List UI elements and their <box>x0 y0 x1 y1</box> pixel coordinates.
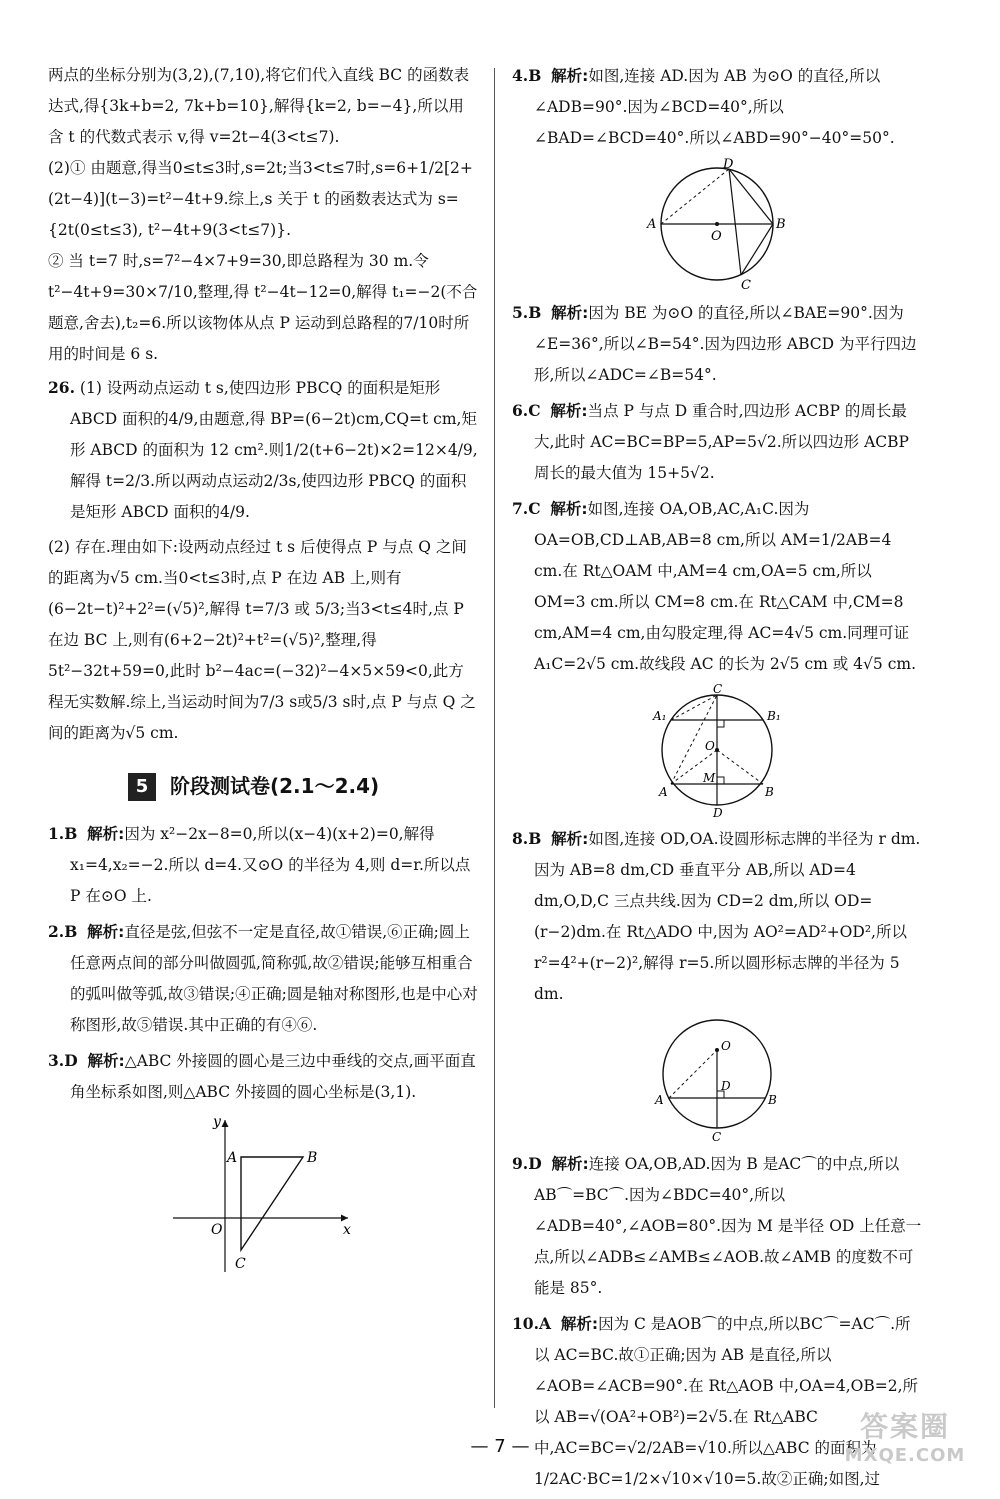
center-point <box>715 222 719 226</box>
question-4 <box>512 60 922 154</box>
x-axis-label: x <box>343 1222 351 1238</box>
question-10-label: 解析: <box>560 1315 599 1333</box>
right-angle-mark <box>717 720 724 727</box>
watermark-line1: 答案圈 <box>859 1410 950 1443</box>
section-heading <box>128 771 478 802</box>
question-2 <box>48 916 478 1041</box>
question-5-text: 因为 BE 为⊙O 的直径,所以∠BAE=90°.因为∠E=36°,所以∠B=54°.因为四边形 ABCD 为平行四边形,所以∠ADC=∠B=54°. <box>534 304 917 384</box>
paragraph-coordinates: 两点的坐标分别为(3,2),(7,10),将它们代入直线 BC 的函数表达式,得{3k+b=2, 7k+b=10},解得{k=2, b=−4},所以用含 t 的代数式表示 v,得 v=2t−4(3<t≤7). <box>48 66 470 146</box>
question-8-text: 如图,连接 OD,OA.设圆形标志牌的半径为 r dm.因为 AB=8 dm,CD 垂直平分 AB,所以 AD=4 dm,O,D,C 三点共线.因为 CD=2 dm,所以 OD=(r−2)dm.在 Rt△ADO 中,因为 AO²=AD²+OD²,所以 r²=4²+(r−2)²,解得 r=5.所以圆形标志牌的半径为 5 dm. <box>534 830 921 1003</box>
point-o-label: O <box>711 229 722 244</box>
question-2-answer: B <box>64 922 78 941</box>
segment-dc <box>729 169 741 275</box>
point-d-label: D <box>713 806 723 819</box>
question-8-number: 8. <box>512 829 529 848</box>
question-1-label: 解析: <box>87 825 125 843</box>
question-7-answer: C <box>528 499 541 518</box>
segment-ad <box>661 169 729 224</box>
question-9-number: 9. <box>512 1154 529 1173</box>
question-26-number: 26. <box>48 378 75 397</box>
y-axis-label: y <box>213 1114 221 1130</box>
question-2-text: 直径是弦,但弦不一定是直径,故①错误,⑥正确;圆上任意两点间的部分叫做圆弧,简称弧,故②错误;能够互相重合的弧叫做等弧,故③错误;④正确;圆是轴对称图形,也是中心对称图形,故⑤错误.其中正确的有④⑥. <box>70 923 478 1034</box>
point-a1-label: A₁ <box>653 709 667 723</box>
center-point <box>715 1048 719 1052</box>
paragraph-part2-2: ② 当 t=7 时,s=7²−4×7+9=30,即总路程为 30 m.令 t²−4t+9=30×7/10,整理,得 t²−4t−12=0,解得 t₁=−2(不合题意,舍去),t₂=6.所以该物体从点 P 运动到总路程的7/10时所用的时间是 6 s. <box>48 252 478 363</box>
point-a-label: A <box>659 785 668 799</box>
question-2-label: 解析: <box>87 923 125 941</box>
question-9-answer: D <box>528 1154 542 1173</box>
triangle-abc <box>241 1157 303 1250</box>
left-column <box>48 60 478 1286</box>
section-title: 阶段测试卷(2.1～2.4) <box>170 774 380 798</box>
segment-cb <box>741 224 773 275</box>
question-9-label: 解析: <box>551 1155 589 1173</box>
point-b1-label: B₁ <box>767 709 781 723</box>
watermark-logo <box>820 1405 990 1475</box>
question-6-label: 解析: <box>550 402 588 420</box>
question-3 <box>48 1045 478 1108</box>
question-1-answer: B <box>64 824 78 843</box>
question-3-number: 3. <box>48 1051 65 1070</box>
point-c-label: C <box>741 278 751 293</box>
question-9 <box>512 1148 922 1304</box>
question-5 <box>512 297 922 391</box>
question-5-answer: B <box>528 303 542 322</box>
segment-oa <box>669 1050 717 1098</box>
origin-label: O <box>211 1222 223 1238</box>
point-d-label: D <box>723 158 734 172</box>
point-c-label: C <box>235 1256 246 1272</box>
point-a-label: A <box>227 1150 238 1166</box>
question-26-part1 <box>48 372 478 528</box>
question-4-label: 解析: <box>551 67 589 85</box>
question-4-number: 4. <box>512 66 529 85</box>
point-c-label: C <box>713 684 723 696</box>
point-c-label: C <box>712 1130 722 1144</box>
question-8 <box>512 823 922 1010</box>
point-o-label: O <box>721 1039 731 1053</box>
figure-7-circle <box>637 684 797 819</box>
question-8-answer: B <box>528 829 542 848</box>
question-5-number: 5. <box>512 303 529 322</box>
question-7 <box>512 493 922 680</box>
point-b-label: B <box>776 217 786 232</box>
point-b-label: B <box>307 1150 318 1166</box>
question-10-text: 因为 C 是AOB⌒的中点,所以BC⌒=AC⌒.所以 AC=BC.故①正确;因为 AB 是直径,所以∠AOB=∠ACB=90°.在 Rt△AOB 中,OA=4,OB=2,所以 AB=√(OA²+OB²)=2√5.在 Rt△ABC 中,AC=BC=√2/2AB=√10.所以△ABC 的面积为1/2AC·BC=1/2×√10×√10=5.故②正确;如图,过 <box>534 1315 919 1488</box>
right-column <box>512 60 922 1499</box>
question-3-label: 解析: <box>87 1052 125 1070</box>
question-3-answer: D <box>64 1051 78 1070</box>
figure-4-circle <box>637 158 797 293</box>
question-1-text: 因为 x²−2x−8=0,所以(x−4)(x+2)=0,解得 x₁=4,x₂=−2.所以 d=4.又⊙O 的半径为 4,则 d=r.所以点 P 在⊙O 上. <box>70 825 471 905</box>
point-d-label: D <box>721 1079 731 1093</box>
question-7-number: 7. <box>512 499 529 518</box>
question-8-label: 解析: <box>551 830 589 848</box>
question-7-label: 解析: <box>550 500 588 518</box>
question-10-answer: A <box>538 1314 551 1333</box>
center-point <box>715 748 719 752</box>
question-9-text: 连接 OA,OB,AD.因为 B 是AC⌒的中点,所以AB⌒=BC⌒.因为∠BDC=40°,所以∠ADB=40°,∠AOB=80°.因为 M 是半径 OD 上任意一点,所以∠ADB≤∠AMB≤∠AOB.故∠AMB 的度数不可能是 85°. <box>534 1155 922 1297</box>
watermark-line2: MXQE.COM <box>844 1445 966 1466</box>
question-7-text: 如图,连接 OA,OB,AC,A₁C.因为 OA=OB,CD⊥AB,AB=8 cm,所以 AM=1/2AB=4 cm.在 Rt△OAM 中,AM=4 cm,OA=5 cm,所以 OM=3 cm.所以 CM=8 cm.在 Rt△CAM 中,CM=8 cm,AM=4 cm,由勾股定理,得 AC=4√5 cm.同理可证 A₁C=2√5 cm.故线段 AC 的长为 2√5 cm 或 4√5 cm. <box>534 500 917 673</box>
paragraph-part2-1: (2)① 由题意,得当0≤t≤3时,s=2t;当3<t≤7时,s=6+1/2[2+(2t−4)](t−3)=t²−4t+9.综上,s 关于 t 的函数表达式为 s={2t(0≤t≤3), t²−4t+9(3<t≤7)}. <box>48 159 473 239</box>
question-6-text: 当点 P 与点 D 重合时,四边形 ACBP 的周长最大,此时 AC=BC=BP=5,AP=5√2.所以四边形 ACBP 周长的最大值为 15+5√2. <box>534 402 909 482</box>
question-26-part1-text: (1) 设两动点运动 t s,使四边形 PBCQ 的面积是矩形 ABCD 面积的4/9,由题意,得 BP=(6−2t)cm,CQ=t cm,矩形 ABCD 的面积为 12 cm².则1/2(t+6−2t)×2=12×4/9,解得 t=2/3.所以两动点运动2/3s,使四边形 PBCQ 的面积是矩形 ABCD 面积的4/9. <box>70 379 478 521</box>
question-26 <box>48 372 478 749</box>
column-divider <box>494 68 495 1408</box>
question-3-text: △ABC 外接圆的圆心是三边中垂线的交点,画平面直角坐标系如图,则△ABC 外接圆的圆心坐标是(3,1). <box>70 1052 476 1101</box>
point-a-label: A <box>655 1093 664 1107</box>
point-o-label: O <box>705 739 715 753</box>
question-1 <box>48 818 478 912</box>
question-1-number: 1. <box>48 824 65 843</box>
point-b-label: B <box>768 1093 777 1107</box>
question-4-answer: B <box>528 66 542 85</box>
right-angle-mark <box>717 777 724 784</box>
question-4-text: 如图,连接 AD.因为 AB 为⊙O 的直径,所以∠ADB=90°.因为∠BCD=40°,所以∠BAD=∠BCD=40°.所以∠ABD=90°−40°=50°. <box>534 67 895 147</box>
question-6 <box>512 395 922 489</box>
figure-8-circle <box>637 1014 797 1144</box>
question-26-part2: (2) 存在.理由如下:设两动点经过 t s 后使得点 P 与点 Q 之间的距离为√5 cm.当0<t≤3时,点 P 在边 AB 上,则有(6−2t−t)²+2²=(√5)²,解得 t=7/3 或 5/3;当3<t≤4时,点 P 在边 BC 上,则有(6+2−2t)²+t²=(√5)²,整理,得 5t²−32t+59=0,此时 b²−4ac=(−32)²−4×5×59<0,此方程无实数解.综上,当运动时间为7/3 s或5/3 s时,点 P 与点 Q 之间的距离为√5 cm. <box>48 538 476 742</box>
question-6-number: 6. <box>512 401 529 420</box>
page-number: — 7 — <box>470 1436 530 1457</box>
question-10-number: 10. <box>512 1314 539 1333</box>
question-5-label: 解析: <box>551 304 589 322</box>
point-m-label: M <box>703 771 716 785</box>
figure-3-coordinate-plane <box>163 1112 363 1282</box>
question-6-answer: C <box>528 401 541 420</box>
question-2-number: 2. <box>48 922 65 941</box>
section-number-badge: 5 <box>128 773 156 801</box>
point-a-label: A <box>647 217 657 232</box>
point-b-label: B <box>765 785 774 799</box>
